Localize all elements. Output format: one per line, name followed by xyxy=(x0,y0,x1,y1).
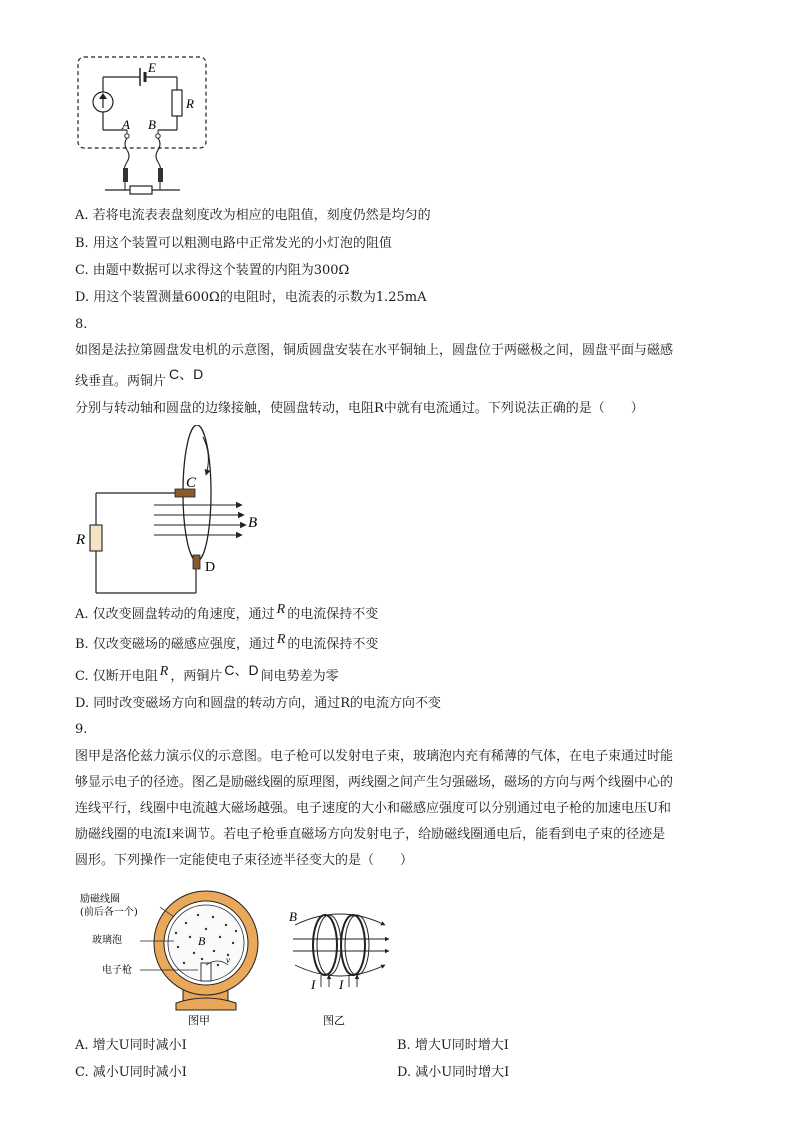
q9-stem-line2: 够显示电子的径迹。图乙是励磁线圈的原理图，两线圈之间产生匀强磁场，磁场的方向与两个线圈中心的 xyxy=(75,775,674,790)
q7-option-a: A. 若将电流表表盘刻度改为相应的电阻值，刻度仍然是均匀的 xyxy=(75,208,431,223)
svg-text:I: I xyxy=(339,977,344,992)
svg-text:图乙: 图乙 xyxy=(323,1014,345,1027)
q7-circuit-figure xyxy=(70,50,220,200)
q9-stem-line3: 连线平行，线圈中电流越大磁场越强。电子速度的大小和磁感应强度可以分别通过电子枪的加速电压U和 xyxy=(75,801,671,816)
svg-text:玻璃泡: 玻璃泡 xyxy=(92,935,122,946)
svg-text:B: B xyxy=(148,117,156,132)
q8-stem-line3: 分别与转动轴和圆盘的边缘接触，使圆盘转动，电阻R中就有电流通过。下列说法正确的是（ ） xyxy=(75,401,644,416)
q9-number: 9. xyxy=(75,722,88,737)
q7-option-d: D. 用这个装置测量600Ω的电阻时，电流表的示数为1.25mA xyxy=(75,290,427,305)
q8-option-d: D. 同时改变磁场方向和圆盘的转动方向，通过R的电流方向不变 xyxy=(75,696,442,711)
q8-stem-line2: 线垂直。两铜片 C、D xyxy=(75,366,204,389)
svg-text:D: D xyxy=(205,560,216,575)
svg-text:图甲: 图甲 xyxy=(188,1014,210,1027)
q9-option-d: D. 减小U同时增大I xyxy=(397,1065,510,1080)
electron-gun xyxy=(201,963,211,981)
svg-text:电子枪: 电子枪 xyxy=(102,965,132,976)
svg-text:励磁线圈: 励磁线圈 xyxy=(80,894,120,905)
q9-stem-line5: 圆形。下列操作一定能使电子束径迹半径变大的是（ ） xyxy=(75,853,414,868)
q9-stem-line4: 励磁线圈的电流I来调节。若电子枪垂直磁场方向发射电子，给励磁线圈通电后，能看到电子束的径迹是 xyxy=(75,827,666,842)
q9-figure-yi xyxy=(285,905,395,1030)
q8-option-b: B. 仅改变磁场的磁感应强度，通过 R 的电流保持不变 xyxy=(75,632,379,652)
q8-number: 8. xyxy=(75,317,88,332)
svg-text:B: B xyxy=(198,934,206,948)
resistor-R-icon xyxy=(90,525,102,551)
q9-option-b: B. 增大U同时增大I xyxy=(397,1038,509,1053)
svg-text:E: E xyxy=(148,60,156,75)
svg-text:R: R xyxy=(186,96,194,111)
svg-text:v: v xyxy=(226,955,230,965)
q7-option-b: B. 用这个装置可以粗测电路中正常发光的小灯泡的阻值 xyxy=(75,236,392,251)
q8-stem-line1: 如图是法拉第圆盘发电机的示意图，铜质圆盘安装在水平铜轴上，圆盘位于两磁极之间，圆盘平面与磁感 xyxy=(75,343,674,358)
q9-stem-line1: 图甲是洛伦兹力演示仪的示意图。电子枪可以发射电子束，玻璃泡内充有稀薄的气体，在电子束通过时能 xyxy=(75,749,674,764)
svg-text:(前后各一个): (前后各一个) xyxy=(80,907,138,918)
q7-option-c: C. 由题中数据可以求得这个装置的内阻为300Ω xyxy=(75,263,350,278)
q8-option-c: C. 仅断开电阻 R ，两铜片 C、D 间电势差为零 xyxy=(75,662,339,684)
q9-figure-jia xyxy=(78,885,268,1030)
svg-text:I: I xyxy=(311,977,316,992)
svg-text:R: R xyxy=(76,532,86,548)
svg-text:B: B xyxy=(289,909,297,924)
q8-option-a: A. 仅改变圆盘转动的角速度，通过 R 的电流保持不变 xyxy=(75,602,379,622)
svg-text:C: C xyxy=(186,475,197,491)
svg-text:B: B xyxy=(248,515,258,531)
q9-option-c: C. 减小U同时减小I xyxy=(75,1065,187,1080)
resistor-R-icon xyxy=(172,90,182,116)
q9-option-a: A. 增大U同时减小I xyxy=(75,1038,187,1053)
brush-D xyxy=(193,555,200,569)
q8-faraday-disk-figure xyxy=(72,425,272,600)
svg-text:A: A xyxy=(122,117,130,132)
